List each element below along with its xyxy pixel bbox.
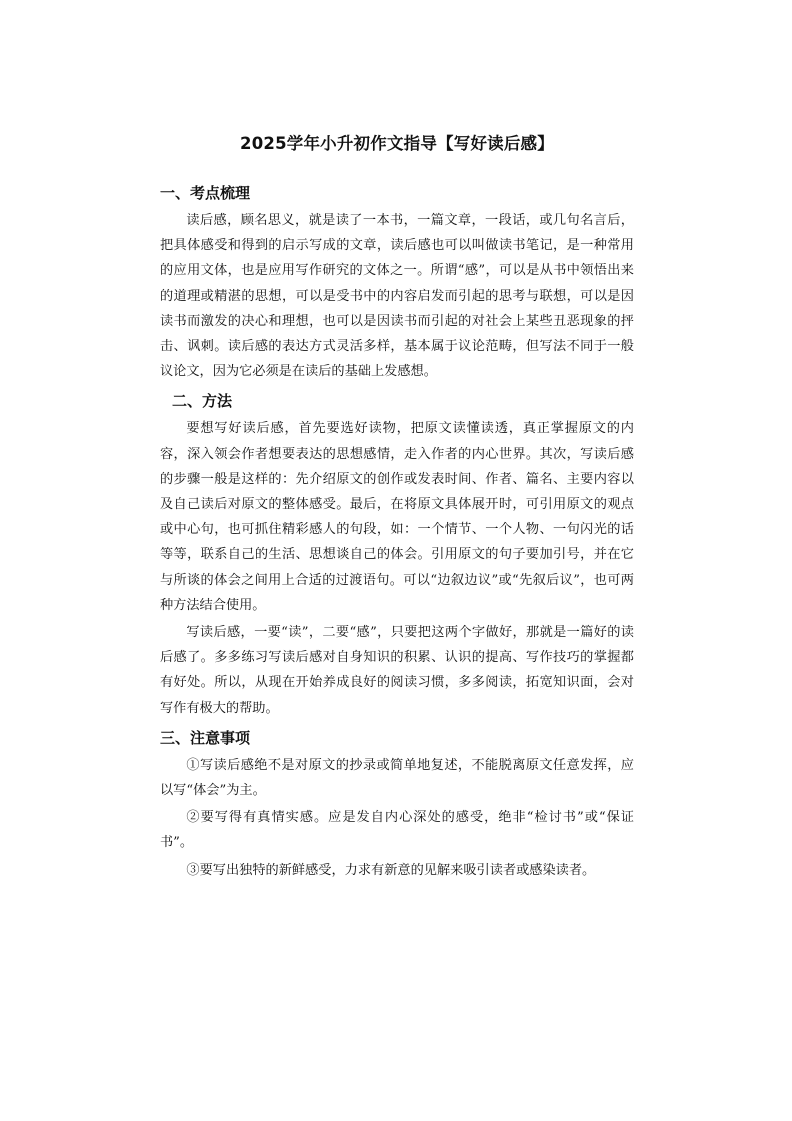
section-methods — [160, 390, 634, 720]
paragraph: 要想写好读后感，首先要选好读物，把原文读懂读透，真正掌握原文的内容，深入领会作者想要表达的思想感情，走入作者的内心世界。其次，写读后感的步骤一般是这样的：先介绍原文的创作或发表时间、作者、篇名、主要内容以及自己读后对原文的整体感受。最后，在将原文具体展开时，可引用原文的观点或中心句，也可抓住精彩感人的句段，如：一个情节、一个人物、一句闪光的话等等，联系自己的生活、思想谈自己的体会。引用原文的句子要加引号，并在它与所谈的体会之间用上合适的过渡语句。可以“边叙边议”或“先叙后议”，也可两种方法结合使用。 — [160, 421, 634, 613]
note-item: ①写读后感绝不是对原文的抄录或简单地复述，不能脱离原文任意发挥，应以写“体会”为主。 — [160, 757, 634, 799]
document-page — [160, 132, 634, 889]
section-heading-key-points: 一、考点梳理 — [160, 184, 251, 202]
paragraph: 写读后感，一要“读”，二要“感”，只要把这两个字做好，那就是一篇好的读后感了。多多练习写读后感对自身知识的积累、认识的提高、写作技巧的掌握都有好处。所以，从现在开始养成良好的阅读习惯，多多阅读，拓宽知识面，会对写作有极大的帮助。 — [160, 625, 634, 716]
paragraph: 读后感，顾名思义，就是读了一本书，一篇文章，一段话，或几句名言后，把具体感受和得到的启示写成的文章，读后感也可以叫做读书笔记，是一种常用的应用文体，也是应用写作研究的文体之一。所谓“感”，可以是从书中领悟出来的道理或精湛的思想，可以是受书中的内容启发而引起的思考与联想，可以是因读书而激发的决心和理想，也可以是因读书而引起的对社会上某些丑恶现象的抨击、讽刺。读后感的表达方式灵活多样，基本属于议论范畴，但写法不同于一般议论文，因为它必须是在读后的基础上发感想。 — [160, 213, 634, 380]
section-notes — [160, 727, 634, 883]
section-heading-methods: 二、方法 — [172, 392, 233, 411]
document-title: 2025学年小升初作文指导【写好读后感】 — [240, 134, 554, 153]
section-heading-notes: 三、注意事项 — [160, 728, 251, 747]
section-key-points — [160, 182, 634, 384]
note-item: ③要写出独特的新鲜感受，力求有新意的见解来吸引读者或感染读者。 — [186, 862, 596, 878]
note-item: ②要写得有真情实感。应是发自内心深处的感受，绝非“检讨书”或“保证书”。 — [160, 810, 634, 851]
